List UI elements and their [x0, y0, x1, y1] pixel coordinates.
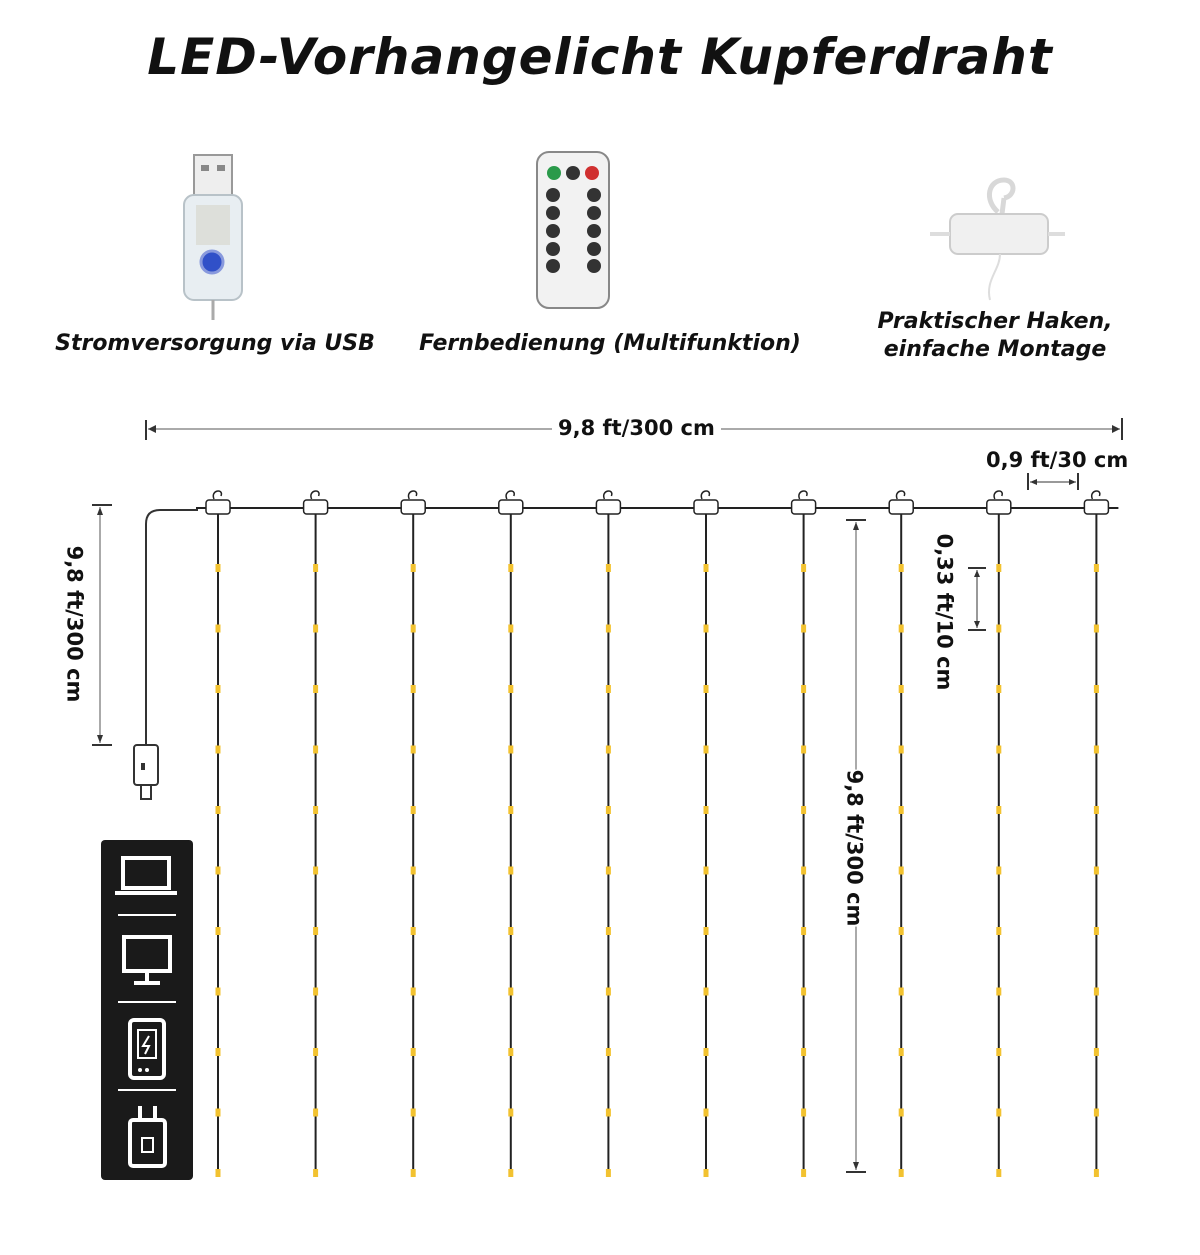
- led-bulb: [996, 746, 1001, 754]
- led-bulb: [313, 1109, 318, 1117]
- led-bulb: [996, 988, 1001, 996]
- led-bulb: [996, 1048, 1001, 1056]
- strand-hook-icon: [1074, 491, 1118, 514]
- led-bulb: [704, 1048, 709, 1056]
- led-bulb: [508, 746, 513, 754]
- led-bulb: [606, 746, 611, 754]
- led-bulb: [801, 927, 806, 935]
- led-bulb: [508, 1169, 513, 1177]
- hook-label-line-1: Praktischer Haken,: [877, 309, 1113, 334]
- led-bulb: [1094, 1109, 1099, 1117]
- hook-label-line-2: einfache Montage: [883, 337, 1107, 362]
- led-bulb: [508, 927, 513, 935]
- led-bulb: [1094, 927, 1099, 935]
- light-strand: [196, 491, 240, 1177]
- strand-hook-icon: [196, 491, 240, 514]
- led-bulb: [216, 564, 221, 572]
- led-bulb: [801, 1169, 806, 1177]
- strand-hook-icon: [489, 491, 533, 514]
- light-strand: [879, 491, 923, 1177]
- led-bulb: [508, 806, 513, 814]
- led-bulb: [801, 806, 806, 814]
- led-bulb: [704, 867, 709, 875]
- page-title: LED-Vorhangelicht Kupferdraht: [147, 28, 1053, 86]
- strand-spacing-dimension: [1028, 473, 1078, 490]
- light-strand: [391, 491, 435, 1177]
- usb-power-label: Stromversorgung via USB: [55, 331, 375, 356]
- led-bulb: [704, 1109, 709, 1117]
- led-bulb: [899, 867, 904, 875]
- led-bulb: [704, 685, 709, 693]
- led-bulb: [1094, 685, 1099, 693]
- led-bulb: [216, 1109, 221, 1117]
- led-bulb: [606, 806, 611, 814]
- led-bulb: [996, 867, 1001, 875]
- led-bulb: [411, 867, 416, 875]
- led-spacing-label: 0,33 ft/10 cm: [932, 533, 957, 691]
- led-bulb: [411, 806, 416, 814]
- led-bulb: [216, 1048, 221, 1056]
- led-bulb: [606, 564, 611, 572]
- led-bulb: [1094, 806, 1099, 814]
- led-bulb: [801, 564, 806, 572]
- led-bulb: [704, 625, 709, 633]
- led-bulb: [1094, 1048, 1099, 1056]
- total-width-label: 9,8 ft/300 cm: [552, 416, 721, 440]
- led-bulb: [216, 1169, 221, 1177]
- led-bulb: [899, 1169, 904, 1177]
- led-bulb: [996, 1109, 1001, 1117]
- led-bulb: [216, 927, 221, 935]
- usb-cable: [134, 510, 198, 799]
- usb-plug-icon: [184, 155, 242, 320]
- led-bulb: [606, 927, 611, 935]
- led-bulb: [606, 1169, 611, 1177]
- led-bulb: [411, 1109, 416, 1117]
- led-bulb: [216, 685, 221, 693]
- led-bulb: [411, 1048, 416, 1056]
- remote-control-icon: [537, 152, 609, 308]
- led-bulb: [508, 867, 513, 875]
- led-bulb: [508, 1109, 513, 1117]
- strand-hook-icon: [586, 491, 630, 514]
- led-bulb: [313, 1048, 318, 1056]
- led-bulb: [899, 685, 904, 693]
- led-bulb: [216, 746, 221, 754]
- strand-hook-icon: [879, 491, 923, 514]
- led-bulb: [606, 1048, 611, 1056]
- led-bulb: [313, 625, 318, 633]
- led-bulb: [606, 1109, 611, 1117]
- led-bulb: [899, 927, 904, 935]
- strand-hook-icon: [684, 491, 728, 514]
- led-bulb: [411, 988, 416, 996]
- led-bulb: [899, 988, 904, 996]
- led-bulb: [996, 927, 1001, 935]
- led-bulb: [996, 1169, 1001, 1177]
- strand-spacing-label: 0,9 ft/30 cm: [986, 448, 1129, 472]
- led-bulb: [899, 1048, 904, 1056]
- led-bulb: [704, 564, 709, 572]
- led-bulb: [704, 746, 709, 754]
- led-bulb: [899, 564, 904, 572]
- led-bulb: [313, 927, 318, 935]
- led-bulb: [313, 806, 318, 814]
- cable-length-dimension: [92, 505, 112, 745]
- led-bulb: [606, 867, 611, 875]
- led-bulb: [801, 1109, 806, 1117]
- led-bulb: [704, 988, 709, 996]
- light-strand: [1074, 491, 1118, 1177]
- led-bulb: [1094, 625, 1099, 633]
- led-bulb: [411, 685, 416, 693]
- hook-icon: [930, 180, 1065, 300]
- led-bulb: [1094, 867, 1099, 875]
- led-bulb: [313, 988, 318, 996]
- led-bulb: [801, 867, 806, 875]
- led-bulb: [801, 625, 806, 633]
- led-bulb: [1094, 988, 1099, 996]
- led-bulb: [411, 625, 416, 633]
- strand-hook-icon: [977, 491, 1021, 514]
- light-strand: [489, 491, 533, 1177]
- led-bulb: [1094, 1169, 1099, 1177]
- led-bulb: [801, 685, 806, 693]
- led-bulb: [216, 988, 221, 996]
- led-bulb: [606, 988, 611, 996]
- led-bulb: [801, 746, 806, 754]
- led-bulb: [899, 1109, 904, 1117]
- led-bulb: [313, 746, 318, 754]
- led-bulb: [899, 746, 904, 754]
- led-bulb: [996, 564, 1001, 572]
- led-bulb: [606, 685, 611, 693]
- led-bulb: [216, 625, 221, 633]
- led-bulb: [313, 867, 318, 875]
- led-bulb: [1094, 564, 1099, 572]
- led-bulb: [508, 685, 513, 693]
- light-strand: [782, 491, 826, 1177]
- led-bulb: [411, 1169, 416, 1177]
- led-bulb: [508, 564, 513, 572]
- led-bulb: [216, 806, 221, 814]
- led-bulb: [704, 806, 709, 814]
- led-bulb: [996, 806, 1001, 814]
- light-strand: [684, 491, 728, 1177]
- led-bulb: [704, 1169, 709, 1177]
- led-bulb: [508, 988, 513, 996]
- led-bulb: [313, 1169, 318, 1177]
- led-bulb: [996, 625, 1001, 633]
- led-spacing-dimension: [968, 568, 986, 630]
- led-bulb: [899, 806, 904, 814]
- strand-hook-icon: [782, 491, 826, 514]
- led-bulb: [899, 625, 904, 633]
- led-bulb: [1094, 746, 1099, 754]
- strand-hook-icon: [391, 491, 435, 514]
- led-bulb: [411, 564, 416, 572]
- power-source-panel: [101, 840, 193, 1180]
- led-bulb: [508, 625, 513, 633]
- led-bulb: [801, 1048, 806, 1056]
- led-bulb: [313, 564, 318, 572]
- remote-label: Fernbedienung (Multifunktion): [419, 331, 801, 356]
- led-bulb: [411, 746, 416, 754]
- strand-length-label: 9,8 ft/300 cm: [842, 769, 867, 927]
- led-bulb: [996, 685, 1001, 693]
- led-bulb: [313, 685, 318, 693]
- led-bulb: [411, 927, 416, 935]
- light-strand: [586, 491, 630, 1177]
- led-bulb: [801, 988, 806, 996]
- cable-length-label: 9,8 ft/300 cm: [62, 545, 87, 703]
- led-bulb: [216, 867, 221, 875]
- light-strand: [977, 491, 1021, 1177]
- led-bulb: [606, 625, 611, 633]
- led-bulb: [508, 1048, 513, 1056]
- hook-label: [850, 308, 1140, 364]
- light-strand: [294, 491, 338, 1177]
- strand-hook-icon: [294, 491, 338, 514]
- led-bulb: [704, 927, 709, 935]
